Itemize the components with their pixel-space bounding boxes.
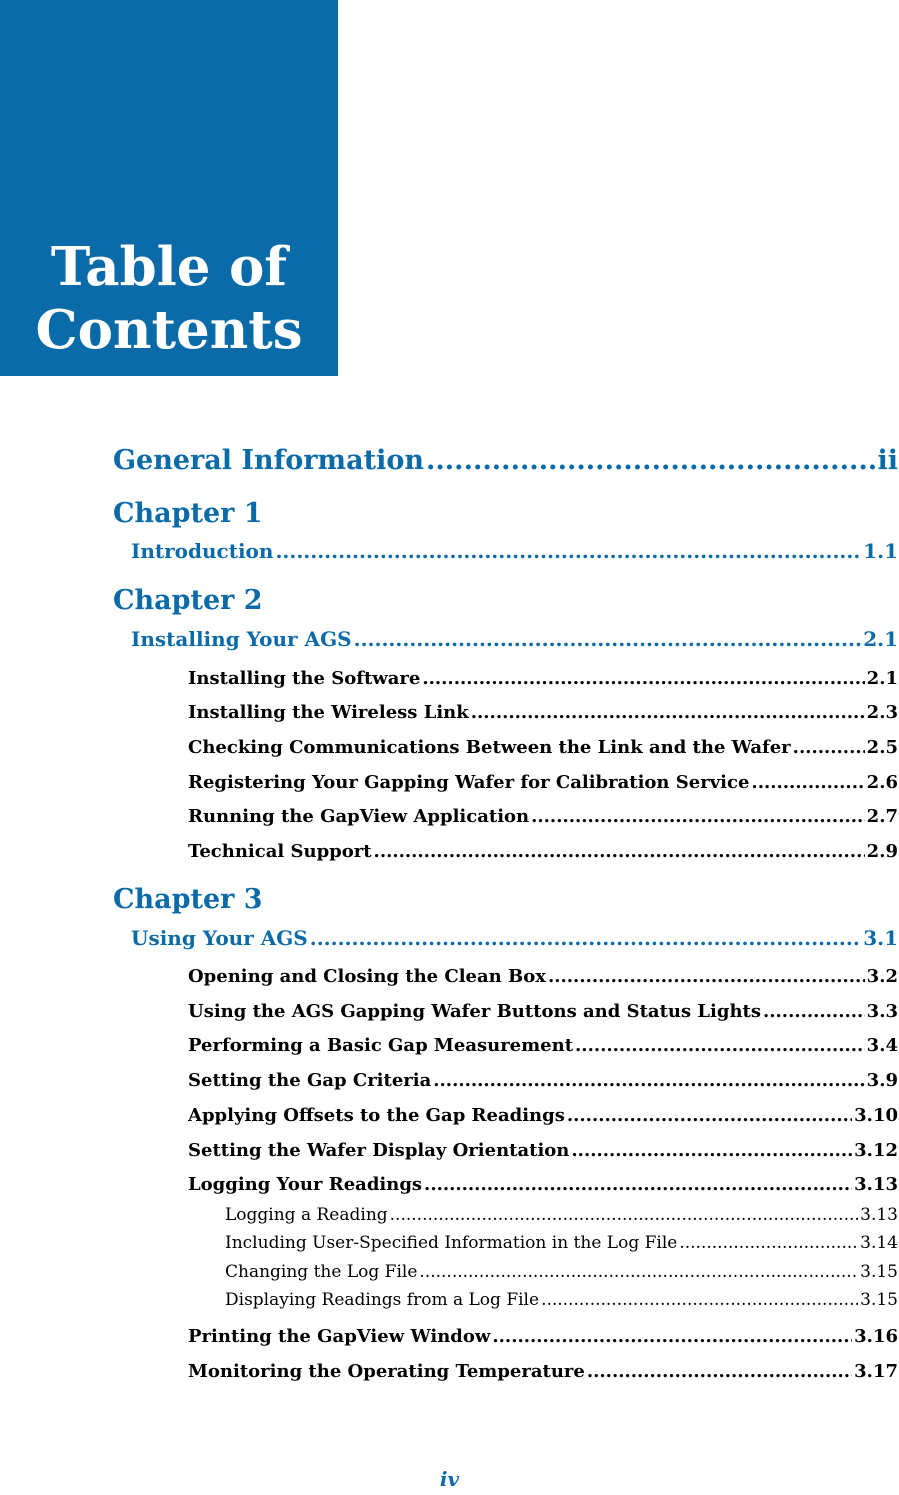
dot-leader bbox=[571, 1140, 852, 1161]
toc-entry-title: Technical Support bbox=[188, 841, 372, 862]
toc-entry-page: 2.9 bbox=[866, 841, 898, 862]
page-number: iv bbox=[439, 1467, 460, 1491]
dot-leader bbox=[419, 1262, 858, 1282]
toc-entry-title: Introduction bbox=[131, 539, 274, 563]
toc-entry-gap-criteria[interactable] bbox=[188, 1070, 898, 1091]
toc-entry-title: Installing the Software bbox=[188, 668, 421, 689]
toc-entry-wafer-buttons[interactable] bbox=[188, 1001, 898, 1022]
toc-entry-logging-readings[interactable] bbox=[188, 1174, 898, 1195]
toc-entry-title: Logging Your Readings bbox=[188, 1174, 423, 1195]
toc-entry-page: 2.5 bbox=[866, 737, 898, 758]
chapter-2-heading: Chapter 2 bbox=[113, 585, 263, 616]
page-title-line-1: Table of bbox=[50, 236, 288, 298]
toc-entry-title: Using the AGS Gapping Wafer Buttons and Status Lights bbox=[188, 1001, 761, 1022]
toc-entry-title: Running the GapView Application bbox=[188, 806, 530, 827]
toc-entry-page: 2.3 bbox=[866, 702, 898, 723]
dot-leader bbox=[310, 926, 861, 950]
toc-entry-installing-wireless-link[interactable] bbox=[188, 702, 898, 723]
toc-entry-page: 2.7 bbox=[866, 806, 898, 827]
toc-entry-title: Applying Offsets to the Gap Readings bbox=[188, 1105, 565, 1126]
toc-entry-page: 2.1 bbox=[866, 668, 898, 689]
page-title-line-2: Contents bbox=[35, 299, 303, 361]
dot-leader bbox=[424, 1174, 852, 1195]
dot-leader bbox=[354, 627, 862, 651]
dot-leader bbox=[374, 841, 865, 862]
dot-leader bbox=[793, 737, 865, 758]
toc-entry-page: 3.2 bbox=[866, 966, 898, 987]
toc-entry-operating-temperature[interactable] bbox=[188, 1361, 898, 1382]
toc-entry-page: 3.1 bbox=[863, 926, 898, 950]
toc-entry-printing-gapview[interactable] bbox=[188, 1326, 898, 1347]
dot-leader bbox=[587, 1361, 852, 1382]
toc-entry-installing-your-ags[interactable] bbox=[131, 627, 898, 651]
toc-entry-title: Monitoring the Operating Temperature bbox=[188, 1361, 585, 1382]
toc-entry-page: 2.1 bbox=[863, 627, 898, 651]
toc-entry-page: 3.9 bbox=[866, 1070, 898, 1091]
toc-subentry-user-specified-info[interactable] bbox=[225, 1233, 898, 1253]
toc-entry-page: 3.3 bbox=[866, 1001, 898, 1022]
toc-entry-display-orientation[interactable] bbox=[188, 1140, 898, 1161]
toc-entry-title: Displaying Readings from a Log File bbox=[225, 1290, 540, 1310]
toc-entry-title: Setting the Gap Criteria bbox=[188, 1070, 432, 1091]
toc-subentry-logging-a-reading[interactable] bbox=[225, 1205, 898, 1225]
dot-leader bbox=[471, 702, 865, 723]
toc-entry-title: Using Your AGS bbox=[131, 926, 308, 950]
toc-entry-page: 1.1 bbox=[863, 539, 898, 563]
toc-entry-title: General Information bbox=[113, 445, 424, 476]
toc-entry-applying-offsets[interactable] bbox=[188, 1105, 898, 1126]
toc-subentry-displaying-readings[interactable] bbox=[225, 1290, 898, 1310]
dot-leader bbox=[422, 668, 864, 689]
toc-entry-using-your-ags[interactable] bbox=[131, 926, 898, 950]
toc-entry-page: 3.15 bbox=[860, 1262, 898, 1282]
chapter-3-heading: Chapter 3 bbox=[113, 884, 263, 915]
toc-entry-page: ii bbox=[877, 445, 898, 476]
toc-entry-page: 3.13 bbox=[854, 1174, 898, 1195]
toc-entry-title: Registering Your Gapping Wafer for Calibration Service bbox=[188, 772, 750, 793]
dot-leader bbox=[275, 539, 861, 563]
toc-entry-clean-box[interactable] bbox=[188, 966, 898, 987]
toc-entry-basic-gap-measurement[interactable] bbox=[188, 1035, 898, 1056]
toc-entry-technical-support[interactable] bbox=[188, 841, 898, 862]
dot-leader bbox=[531, 806, 865, 827]
toc-subentry-changing-log-file[interactable] bbox=[225, 1262, 898, 1282]
dot-leader bbox=[492, 1326, 852, 1347]
toc-entry-running-gapview[interactable] bbox=[188, 806, 898, 827]
toc-entry-page: 3.16 bbox=[854, 1326, 898, 1347]
toc-entry-title: Setting the Wafer Display Orientation bbox=[188, 1140, 570, 1161]
toc-entry-title: Checking Communications Between the Link and the Wafer bbox=[188, 737, 791, 758]
dot-leader bbox=[426, 445, 876, 476]
dot-leader bbox=[548, 966, 865, 987]
dot-leader bbox=[575, 1035, 865, 1056]
toc-entry-page: 3.15 bbox=[860, 1290, 898, 1310]
toc-entry-page: 3.10 bbox=[854, 1105, 898, 1126]
toc-entry-general-information[interactable] bbox=[113, 445, 898, 476]
toc-entry-page: 2.6 bbox=[866, 772, 898, 793]
dot-leader bbox=[433, 1070, 864, 1091]
toc-entry-checking-communications[interactable] bbox=[188, 737, 898, 758]
dot-leader bbox=[679, 1233, 858, 1253]
toc-entry-title: Installing the Wireless Link bbox=[188, 702, 469, 723]
chapter-1-heading: Chapter 1 bbox=[113, 498, 263, 529]
toc-entry-title: Including User-Specified Information in the Log File bbox=[225, 1233, 678, 1253]
toc-entry-title: Changing the Log File bbox=[225, 1262, 418, 1282]
toc-entry-title: Logging a Reading bbox=[225, 1205, 388, 1225]
toc-entry-installing-software[interactable] bbox=[188, 668, 898, 689]
toc-entry-page: 3.4 bbox=[866, 1035, 898, 1056]
dot-leader bbox=[763, 1001, 865, 1022]
dot-leader bbox=[567, 1105, 852, 1126]
dot-leader bbox=[541, 1290, 858, 1310]
toc-entry-title: Installing Your AGS bbox=[131, 627, 352, 651]
dot-leader bbox=[751, 772, 864, 793]
toc-entry-page: 3.13 bbox=[860, 1205, 898, 1225]
toc-entry-page: 3.12 bbox=[854, 1140, 898, 1161]
toc-entry-page: 3.17 bbox=[854, 1361, 898, 1382]
toc-entry-title: Printing the GapView Window bbox=[188, 1326, 491, 1347]
toc-entry-introduction[interactable] bbox=[131, 539, 898, 563]
dot-leader bbox=[390, 1205, 858, 1225]
toc-entry-title: Performing a Basic Gap Measurement bbox=[188, 1035, 574, 1056]
toc-entry-title: Opening and Closing the Clean Box bbox=[188, 966, 546, 987]
toc-entry-page: 3.14 bbox=[860, 1233, 898, 1253]
toc-entry-registering-wafer[interactable] bbox=[188, 772, 898, 793]
